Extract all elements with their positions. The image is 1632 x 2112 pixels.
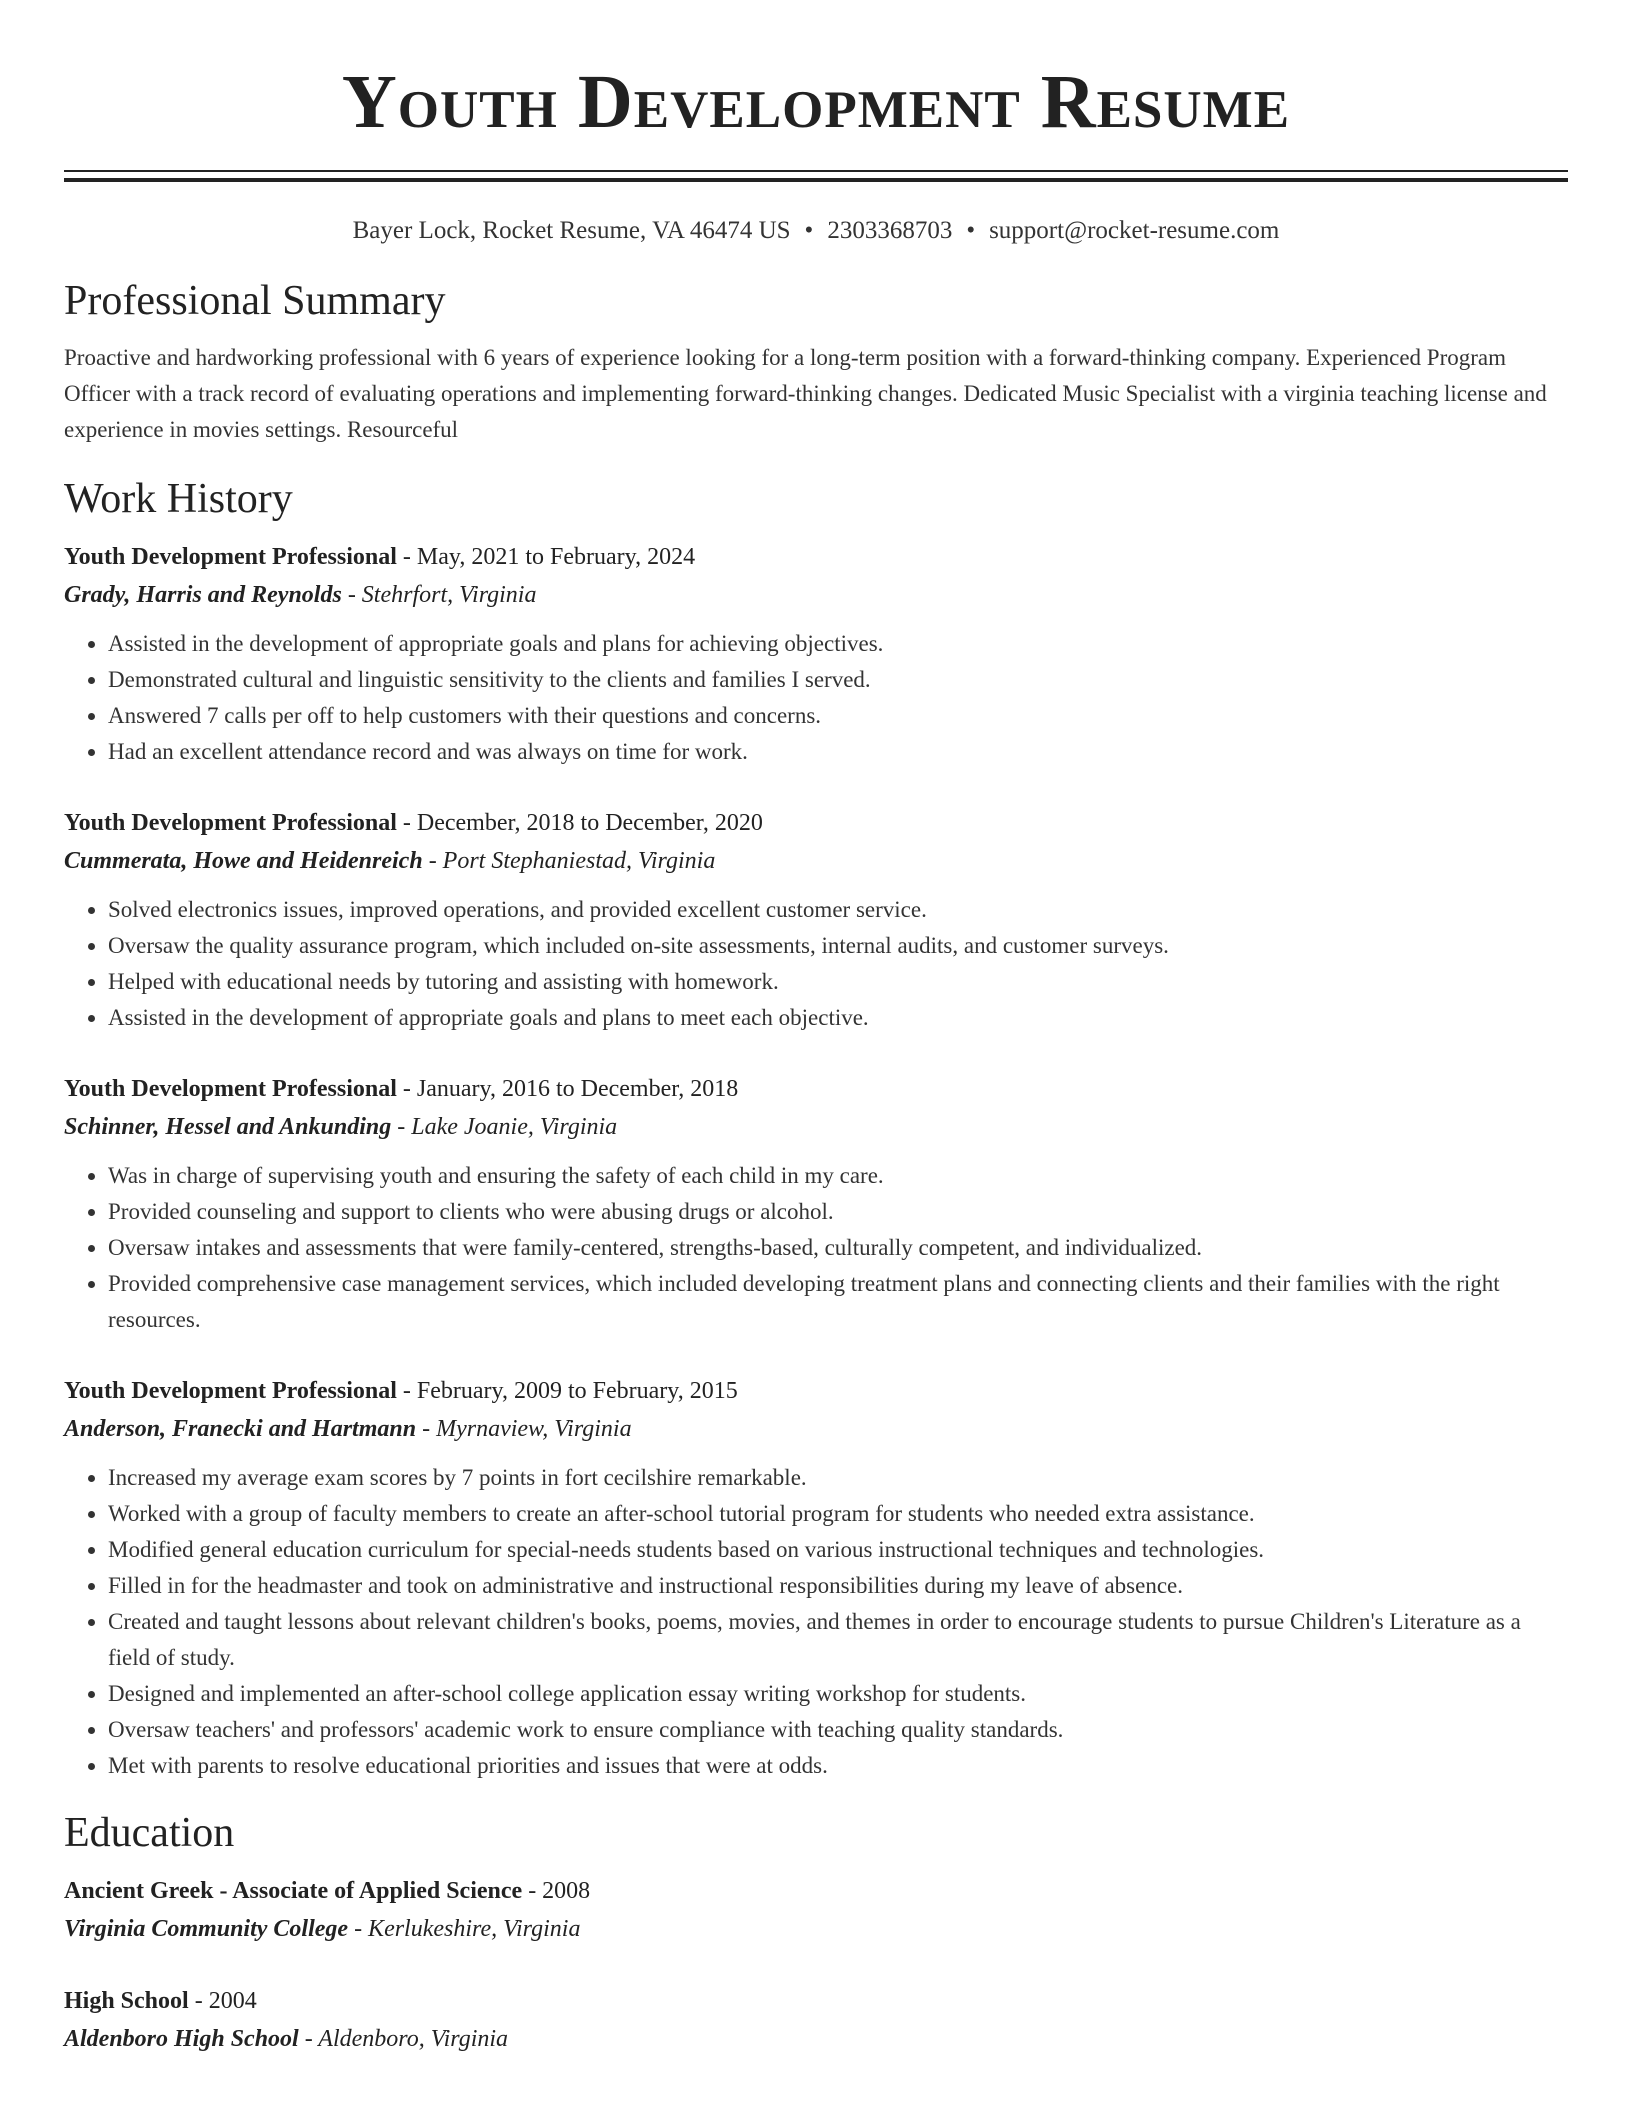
title-divider	[64, 170, 1568, 182]
graduation-year: - 2008	[522, 1878, 591, 1904]
job-title: Youth Development Professional	[64, 810, 397, 836]
contact-separator: •	[966, 217, 976, 244]
job-bullet: • Created and taught lessons about relevant children's books, poems, movies, and themes in order to encourage students to pursue Children's Literature as a field of study.	[108, 1604, 1568, 1676]
job-bullet: • Provided counseling and support to clients who were abusing drugs or alcohol.	[108, 1194, 1568, 1230]
school-location: - Kerlukeshire, Virginia	[348, 1916, 581, 1942]
job-title: Youth Development Professional	[64, 1076, 397, 1102]
degree: Ancient Greek - Associate of Applied Science	[64, 1878, 523, 1904]
job-bullet: • Oversaw intakes and assessments that were family-centered, strengths-based, culturally competent, and individualized.	[108, 1230, 1568, 1266]
school-line	[64, 2020, 1568, 2058]
job-bullets	[64, 892, 1568, 1036]
job-location: - Lake Joanie, Virginia	[391, 1114, 618, 1140]
job-bullet: • Worked with a group of faculty members to create an after-school tutorial program for students who needed extra assistance.	[108, 1496, 1568, 1532]
work-history-heading: Work History	[64, 476, 293, 522]
job-bullet: • Oversaw teachers' and professors' academic work to ensure compliance with teaching quality standards.	[108, 1712, 1568, 1748]
job-location: - Port Stephaniestad, Virginia	[422, 848, 716, 874]
education-entry	[64, 1982, 1568, 2058]
job-company-line	[64, 1410, 1568, 1448]
job-bullet: • Provided comprehensive case management services, which included developing treatment plans and connecting clients and their families with the right resources.	[108, 1266, 1568, 1338]
job-title-line	[64, 538, 1568, 576]
job-bullet: • Modified general education curriculum for special-needs students based on various instructional techniques and technologies.	[108, 1532, 1568, 1568]
degree-line	[64, 1872, 1568, 1910]
degree-line	[64, 1982, 1568, 2020]
job-bullets	[64, 1158, 1568, 1338]
resume-title: Youth Development Resume	[341, 60, 1291, 144]
job-company-line	[64, 842, 1568, 880]
job-bullets	[64, 1460, 1568, 1784]
divider-thin-line	[64, 170, 1568, 172]
job-dates: - May, 2021 to February, 2024	[396, 544, 696, 570]
job-bullet: • Answered 7 calls per off to help customers with their questions and concerns.	[108, 698, 1568, 734]
job-bullet: • Increased my average exam scores by 7 points in fort cecilshire remarkable.	[108, 1460, 1568, 1496]
school-location: - Aldenboro, Virginia	[298, 2026, 509, 2052]
job-title: Youth Development Professional	[64, 1378, 397, 1404]
summary-heading: Professional Summary	[64, 278, 446, 324]
resume-page	[64, 0, 1568, 2058]
job-title: Youth Development Professional	[64, 544, 397, 570]
contact-separator: •	[804, 217, 814, 244]
contact-line	[64, 216, 1568, 246]
job-bullet: • Filled in for the headmaster and took on administrative and instructional responsibilities during my leave of absence.	[108, 1568, 1568, 1604]
job-bullet: • Assisted in the development of appropriate goals and plans for achieving objectives.	[108, 626, 1568, 662]
job-dates: - January, 2016 to December, 2018	[396, 1076, 739, 1102]
job-company: Anderson, Franecki and Hartmann	[64, 1416, 417, 1442]
education-heading: Education	[64, 1810, 235, 1856]
job-company: Cummerata, Howe and Heidenreich	[64, 848, 423, 874]
job-company-line	[64, 1108, 1568, 1146]
job-entry	[64, 1070, 1568, 1338]
school-name: Aldenboro High School	[64, 2026, 299, 2052]
degree: High School	[64, 1988, 189, 2014]
education-entry	[64, 1872, 1568, 1948]
job-entry	[64, 804, 1568, 1036]
graduation-year: - 2004	[188, 1988, 257, 2014]
job-entry	[64, 1372, 1568, 1784]
school-line	[64, 1910, 1568, 1948]
job-title-line	[64, 1372, 1568, 1410]
job-location: - Stehrfort, Virginia	[341, 582, 537, 608]
job-bullet: • Helped with educational needs by tutoring and assisting with homework.	[108, 964, 1568, 1000]
divider-thick-line	[64, 178, 1568, 182]
job-bullet: • Designed and implemented an after-school college application essay writing workshop for students.	[108, 1676, 1568, 1712]
contact-email: support@rocket-resume.com	[989, 217, 1280, 244]
job-title-line	[64, 804, 1568, 842]
job-bullet: • Had an excellent attendance record and was always on time for work.	[108, 734, 1568, 770]
job-company: Grady, Harris and Reynolds	[64, 582, 342, 608]
job-title-line	[64, 1070, 1568, 1108]
contact-address: Bayer Lock, Rocket Resume, VA 46474 US	[352, 217, 791, 244]
job-location: - Myrnaview, Virginia	[416, 1416, 632, 1442]
job-bullet: • Met with parents to resolve educational priorities and issues that were at odds.	[108, 1748, 1568, 1784]
job-bullet: • Oversaw the quality assurance program, which included on-site assessments, internal audits, and customer surveys.	[108, 928, 1568, 964]
school-name: Virginia Community College	[64, 1916, 349, 1942]
job-company-line	[64, 576, 1568, 614]
job-dates: - December, 2018 to December, 2020	[396, 810, 763, 836]
job-bullet: • Was in charge of supervising youth and ensuring the safety of each child in my care.	[108, 1158, 1568, 1194]
job-bullet: • Demonstrated cultural and linguistic sensitivity to the clients and families I served.	[108, 662, 1568, 698]
job-entry	[64, 538, 1568, 770]
job-bullets	[64, 626, 1568, 770]
contact-phone: 2303368703	[827, 217, 953, 244]
job-company: Schinner, Hessel and Ankunding	[64, 1114, 392, 1140]
job-bullet: • Assisted in the development of appropriate goals and plans to meet each objective.	[108, 1000, 1568, 1036]
summary-text: Proactive and hardworking professional with 6 years of experience looking for a long-term position with a forward-thinking company. Experienced Program Officer with a track record of evaluating operations and implementing forward-thinking changes. Dedicated Music Specialist with a virginia teaching license and experience in movies settings. Resourceful	[64, 345, 1547, 442]
job-bullet: • Solved electronics issues, improved operations, and provided excellent customer service.	[108, 892, 1568, 928]
job-dates: - February, 2009 to February, 2015	[396, 1378, 738, 1404]
